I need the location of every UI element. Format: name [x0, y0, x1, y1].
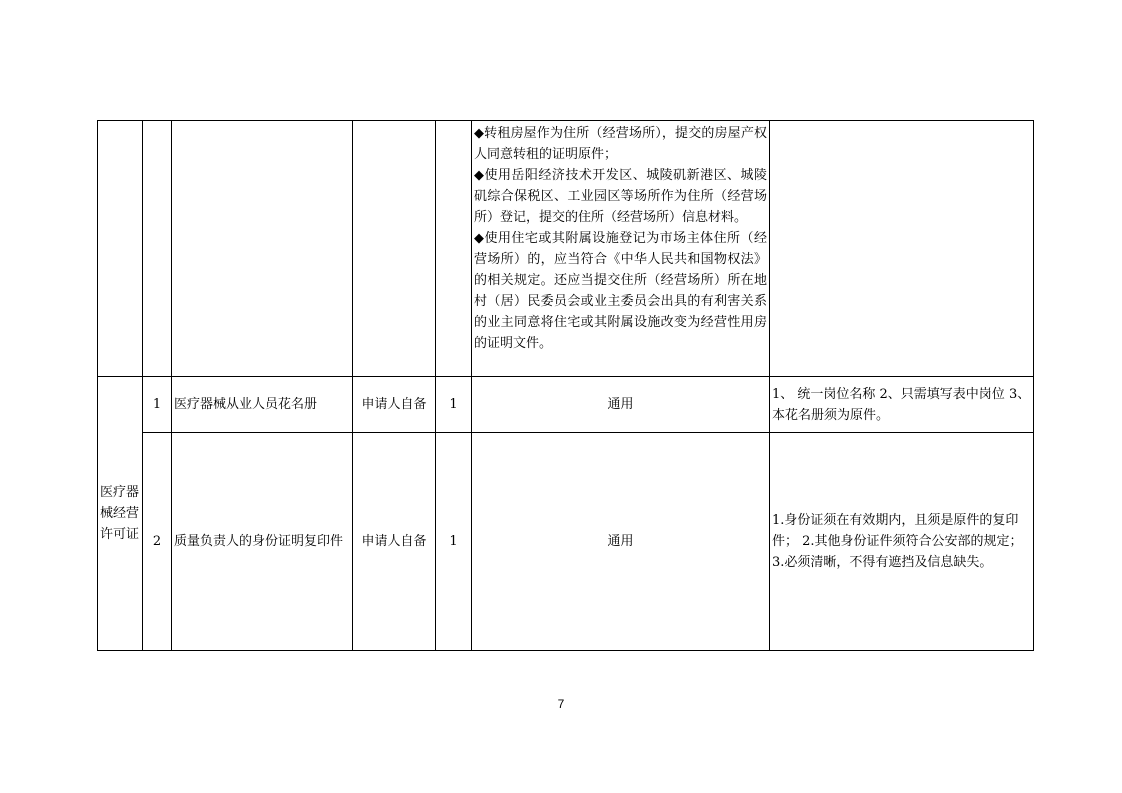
number-cell [143, 121, 172, 377]
material-name-cell: 医疗器械从业人员花名册 [172, 377, 353, 433]
requirements-cell [472, 121, 770, 377]
count-cell: 1 [436, 377, 472, 433]
materials-table [97, 120, 1034, 651]
table-row-continued [98, 121, 1034, 377]
material-name-cell [172, 121, 353, 377]
page-number: 7 [557, 697, 565, 711]
count-cell: 1 [436, 433, 472, 651]
requirement-item: ◆使用岳阳经济技术开发区、城陵矶新港区、城陵矶综合保税区、工业园区等场所作为住所（经营场所）登记，提交的住所（经营场所）信息材料。 [474, 168, 767, 225]
source-cell [353, 121, 436, 377]
source-cell: 申请人自备 [353, 433, 436, 651]
note-cell: 1、 统一岗位名称 2、只需填写表中岗位 3、本花名册须为原件。 [770, 377, 1034, 433]
requirement-cell: 通用 [472, 377, 770, 433]
table-row [98, 433, 1034, 651]
requirement-item: ◆使用住宅或其附属设施登记为市场主体住所（经营场所）的，应当符合《中华人民共和国物权法》的相关规定。还应当提交住所（经营场所）所在地村（居）民委员会或业主委员会出具的有利害关系的业主同意将住宅或其附属设施改变为经营性用房的证明文件。 [474, 231, 767, 351]
category-cell [98, 121, 143, 377]
count-cell [436, 121, 472, 377]
requirement-cell: 通用 [472, 433, 770, 651]
number-cell: 2 [143, 433, 172, 651]
material-name-cell: 质量负责人的身份证明复印件 [172, 433, 353, 651]
table-row [98, 377, 1034, 433]
note-cell: 1.身份证须在有效期内，且须是原件的复印件； 2.其他身份证件须符合公安部的规定； 3.必须清晰，不得有遮挡及信息缺失。 [770, 433, 1034, 651]
category-cell: 医疗器械经营许可证 [98, 377, 143, 651]
source-cell: 申请人自备 [353, 377, 436, 433]
number-cell: 1 [143, 377, 172, 433]
note-cell [770, 121, 1034, 377]
requirement-item: ◆转租房屋作为住所（经营场所），提交的房屋产权人同意转租的证明原件； [474, 126, 767, 162]
